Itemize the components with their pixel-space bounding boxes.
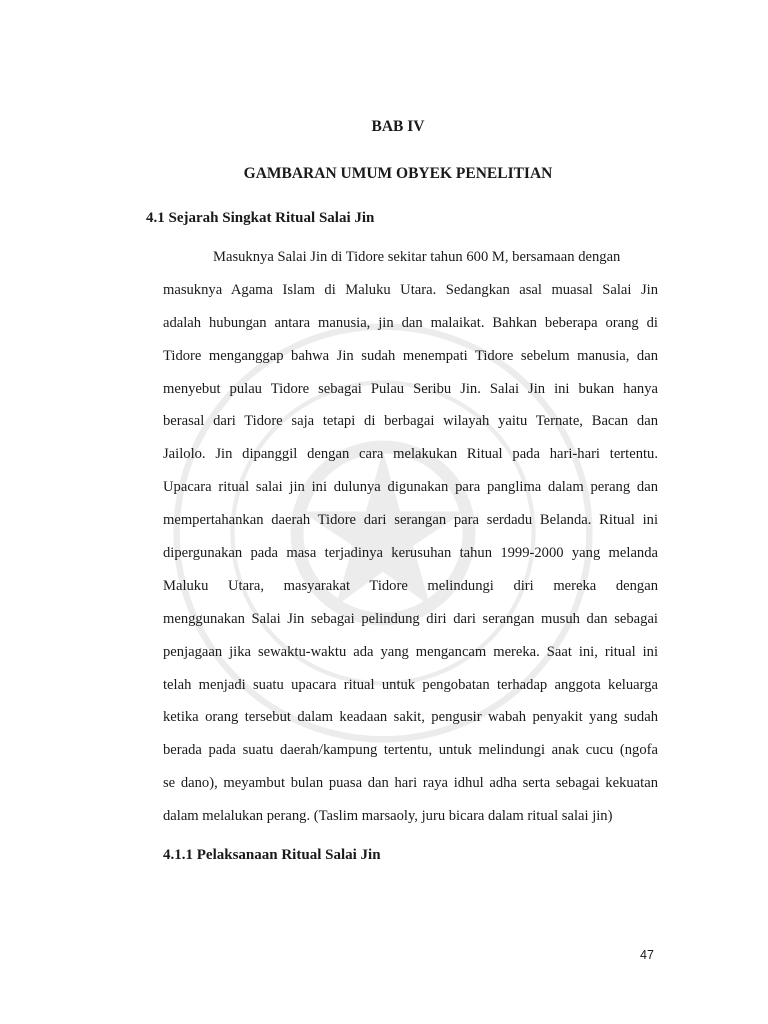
section-paragraph xyxy=(163,241,658,833)
subsection-heading: 4.1.1 Pelaksanaan Ritual Salai Jin xyxy=(163,847,381,863)
paragraph-line: menyebut pulau Tidore sebagai Pulau Seribu Jin. Salai Jin ini bukan hanya xyxy=(163,380,658,397)
page-number: 47 xyxy=(640,948,654,962)
paragraph-line: Tidore menganggap bahwa Jin sudah menempati Tidore sebelum manusia, dan xyxy=(163,347,658,364)
paragraph-line: berasal dari Tidore saja tetapi di berbagai wilayah yaitu Ternate, Bacan dan xyxy=(163,413,658,430)
paragraph-line: Maluku Utara, masyarakat Tidore melindungi diri mereka dengan xyxy=(163,577,658,594)
paragraph-line: mempertahankan daerah Tidore dari serangan para serdadu Belanda. Ritual ini xyxy=(163,512,658,529)
paragraph-line: masuknya Agama Islam di Maluku Utara. Sedangkan asal muasal Salai Jin xyxy=(163,281,658,298)
chapter-title: GAMBARAN UMUM OBYEK PENELITIAN xyxy=(243,165,553,182)
paragraph-line: Masuknya Salai Jin di Tidore sekitar tahun 600 M, bersamaan dengan xyxy=(213,249,621,265)
paragraph-line: ketika orang tersebut dalam keadaan sakit, pengusir wabah penyakit yang sudah xyxy=(163,709,658,726)
paragraph-line: telah menjadi suatu upacara ritual untuk pengobatan terhadap anggota keluarga xyxy=(163,676,658,693)
paragraph-line: menggunakan Salai Jin sebagai pelindung diri dari serangan musuh dan sebagai xyxy=(163,610,658,627)
paragraph-line: dipergunakan pada masa terjadinya kerusuhan tahun 1999-2000 yang melanda xyxy=(163,545,658,562)
paragraph-line: Upacara ritual salai jin ini dulunya digunakan para panglima dalam perang dan xyxy=(163,479,658,496)
section-heading: 4.1 Sejarah Singkat Ritual Salai Jin xyxy=(146,210,375,226)
chapter-number: BAB IV xyxy=(371,118,425,135)
paragraph-line: dalam melalukan perang. (Taslim marsaoly, juru bicara dalam ritual salai jin) xyxy=(163,808,613,825)
paragraph-line: se dano), meyambut bulan puasa dan hari raya idhul adha serta sebagai kekuatan xyxy=(163,775,658,792)
paragraph-line: adalah hubungan antara manusia, jin dan malaikat. Bahkan beberapa orang di xyxy=(163,314,658,331)
paragraph-line: berada pada suatu daerah/kampung tertentu, untuk melindungi anak cucu (ngofa xyxy=(163,742,658,759)
paragraph-line: penjagaan jika sewaktu-waktu ada yang mengancam mereka. Saat ini, ritual ini xyxy=(163,643,658,660)
paragraph-line: Jailolo. Jin dipanggil dengan cara melakukan Ritual pada hari-hari tertentu. xyxy=(163,446,658,463)
